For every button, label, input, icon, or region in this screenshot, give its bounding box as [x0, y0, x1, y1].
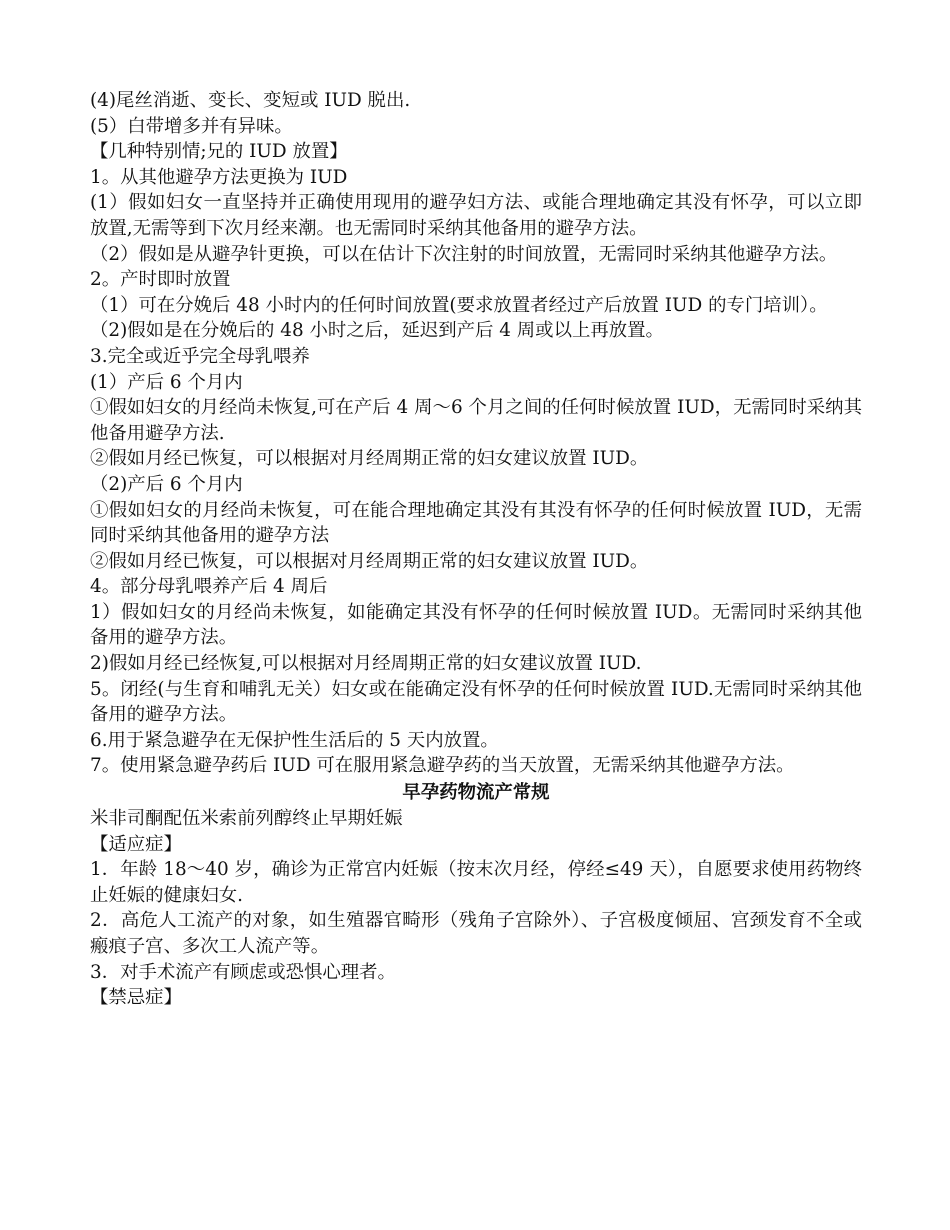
text-line: ②假如月经已恢复，可以根据对月经周期正常的妇女建议放置 IUD。 — [90, 448, 649, 470]
text-line: (1）产后 6 个月内 — [90, 371, 243, 393]
paragraph: 7。使用紧急避孕药后 IUD 可在服用紧急避孕药的当天放置，无需采纳其他避孕方法。 — [90, 755, 795, 777]
text-line: (5）白带增多并有异味。 — [90, 115, 293, 137]
text-line: （2)假如是在分娩后的 48 小时之后，延迟到产后 4 周或以上再放置。 — [90, 320, 664, 342]
paragraph: （1）可在分娩后 48 小时内的任何时间放置(要求放置者经过产后放置 IUD 的专门培训）。 — [90, 294, 828, 316]
document-page — [90, 88, 862, 1011]
text-line: 2。产时即时放置 — [90, 269, 231, 291]
text-line: (4)尾丝消逝、变长、变短或 IUD 脱出. — [90, 90, 411, 111]
paragraph: （2）假如是从避孕针更换，可以在估计下次注射的时间放置，无需同时采纳其他避孕方法。 — [90, 243, 838, 265]
paragraph: ①假如妇女的月经尚未恢复,可在产后 4 周～6 个月之间的任何时候放置 IUD，无需同时采纳其他备用避孕方法. — [90, 397, 862, 444]
text-line: 3．对手术流产有顾虑或恐惧心理者。 — [90, 961, 396, 983]
text-line: ②假如月经已恢复，可以根据对月经周期正常的妇女建议放置 IUD。 — [90, 550, 649, 572]
section-heading: 【适应症】 — [90, 833, 182, 855]
text-line: 1。从其他避孕方法更换为 IUD — [90, 166, 348, 188]
paragraph: 5。闭经(与生育和哺乳无关）妇女或在能确定没有怀孕的任何时候放置 IUD.无需同时采纳其他备用的避孕方法。 — [90, 678, 862, 726]
text-line: 2)假如月经已经恢复,可以根据对月经周期正常的妇女建议放置 IUD. — [90, 653, 642, 675]
text-line: 米非司酮配伍米索前列醇终止早期妊娠 — [90, 808, 403, 830]
paragraph: ①假如妇女的月经尚未恢复，可在能合理地确定其没有其没有怀孕的任何时候放置 IUD，无需同时采纳其他备用的避孕方法 — [90, 499, 862, 547]
section-heading: 【禁忌症】 — [90, 987, 182, 1009]
text-line: 4。部分母乳喂养产后 4 周后 — [90, 576, 328, 598]
paragraph: 1．年龄 18～40 岁，确诊为正常宫内妊娠（按末次月经，停经≤49 天），自愿要求使用药物终止妊娠的健康妇女. — [90, 859, 862, 906]
paragraph: 1）假如妇女的月经尚未恢复，如能确定其没有怀孕的任何时候放置 IUD。无需同时采纳其他备用的避孕方法。 — [90, 601, 862, 649]
section-heading: 【几种特别情;兄的 IUD 放置】 — [90, 141, 348, 163]
section-title: 早孕药物流产常规 — [402, 782, 550, 804]
text-line: 3.完全或近乎完全母乳喂养 — [90, 345, 310, 367]
text-line: （2)产后 6 个月内 — [90, 473, 243, 495]
paragraph: (1）假如妇女一直坚持并正确使用现用的避孕妇方法、或能合理地确定其没有怀孕，可以立即放置,无需等到下次月经来潮。也无需同时采纳其他备用的避孕方法。 — [90, 192, 862, 239]
text-line: 6.用于紧急避孕在无保护性生活后的 5 天内放置。 — [90, 729, 499, 751]
paragraph: 2．高危人工流产的对象，如生殖器官畸形（残角子宫除外）、子宫极度倾屈、宫颈发育不全或瘢痕子宫、多次工人流产等。 — [90, 910, 862, 957]
